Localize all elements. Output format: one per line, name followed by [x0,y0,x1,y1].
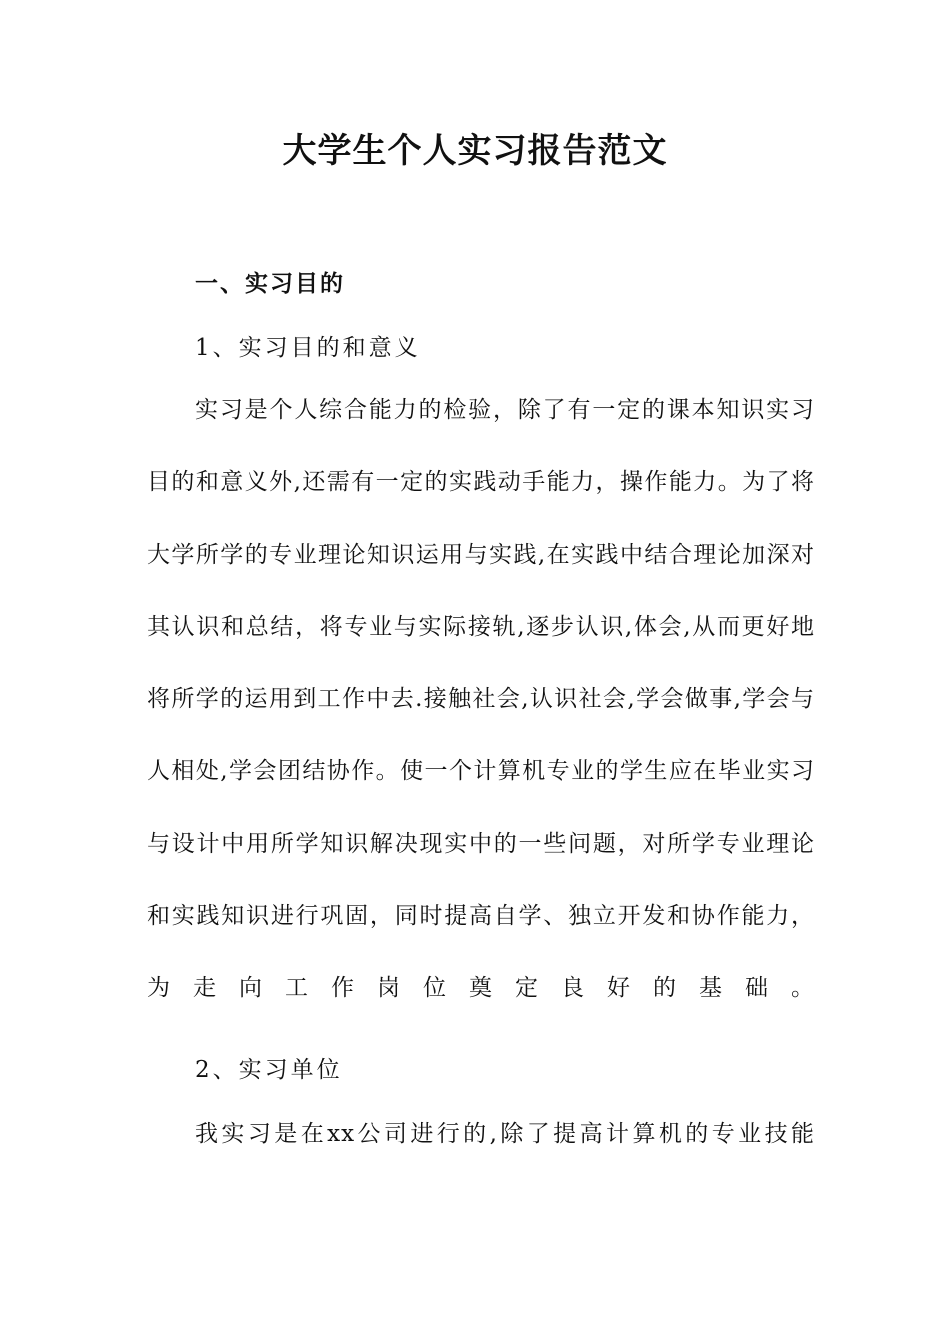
subsection-heading-purpose-meaning: 1、实习目的和意义 [195,335,421,361]
paragraph-internship-unit: 我实习是在xx公司进行的,除了提高计算机的专业技能 [195,1121,815,1147]
document-title: 大学生个人实习报告范文 [282,131,668,171]
paragraph-purpose-meaning: 实习是个人综合能力的检验，除了有一定的课本知识实习目的和意义外,还需有一定的实践动手能力，操作能力。为了将大学所学的专业理论知识运用与实践,在实践中结合理论加深对其认识和总结，将专业与实际接轨,逐步认识,体会,从而更好地将所学的运用到工作中去.接触社会,认识社会,学会做事,学会与人相处,学会团结协作。使一个计算机专业的学生应在毕业实习与设计中用所学知识解决现实中的一些问题，对所学专业理论和实践知识进行巩固，同时提高自学、独立开发和协作能力，为走向工作岗位奠定良好的基础。 [147,397,815,1002]
section-heading-purpose: 一、实习目的 [195,271,345,297]
subsection-heading-internship-unit: 2、实习单位 [195,1057,343,1083]
